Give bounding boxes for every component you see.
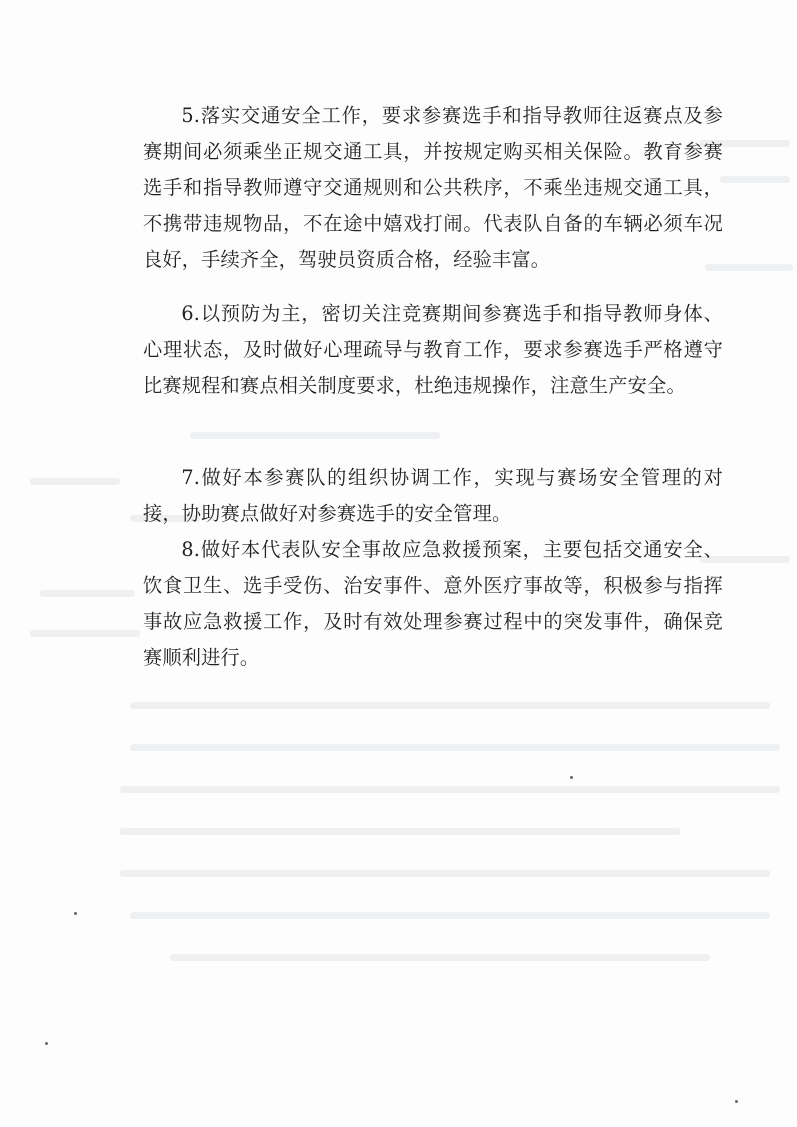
bleed-through-line [130, 702, 770, 709]
bleed-through-line [130, 744, 780, 751]
scan-speck [570, 776, 573, 779]
scan-speck [735, 1100, 738, 1103]
paragraph-item-6: 6.以预防为主，密切关注竞赛期间参赛选手和指导教师身体、心理状态，及时做好心理疏导与教育工作，要求参赛选手严格遵守比赛规程和赛点相关制度要求，杜绝违规操作，注意生产安全。 [143, 302, 723, 397]
paragraph-item-7: 7.做好本参赛队的组织协调工作，实现与赛场安全管理的对接，协助赛点做好对参赛选手的安全管理。 [143, 466, 723, 525]
scan-speck [45, 1042, 48, 1045]
bleed-through-line [30, 478, 120, 485]
bleed-through-line [130, 912, 770, 919]
bleed-through-line [120, 870, 770, 877]
paragraph-item-8: 8.做好本代表队安全事故应急救援预案，主要包括交通安全、饮食卫生、选手受伤、治安事件、意外医疗事故等，积极参与指挥事故应急救援工作，及时有效处理参赛过程中的突发事件，确保竞赛顺利进行。 [143, 538, 723, 669]
bleed-through-line [170, 954, 710, 961]
scan-speck [74, 912, 77, 915]
bleed-through-line [40, 590, 135, 597]
bleed-through-line [120, 786, 780, 793]
bleed-through-line [30, 630, 140, 637]
bleed-through-line [720, 176, 790, 183]
bleed-through-line [120, 828, 680, 835]
paragraph-item-5: 5.落实交通安全工作，要求参赛选手和指导教师往返赛点及参赛期间必须乘坐正规交通工具，并按规定购买相关保险。教育参赛选手和指导教师遵守交通规则和公共秩序，不乘坐违规交通工具，不携带违规物品，不在途中嬉戏打闹。代表队自备的车辆必须车况良好，手续齐全，驾驶员资质合格，经验丰富。 [143, 104, 723, 271]
bleed-through-line [190, 432, 440, 439]
